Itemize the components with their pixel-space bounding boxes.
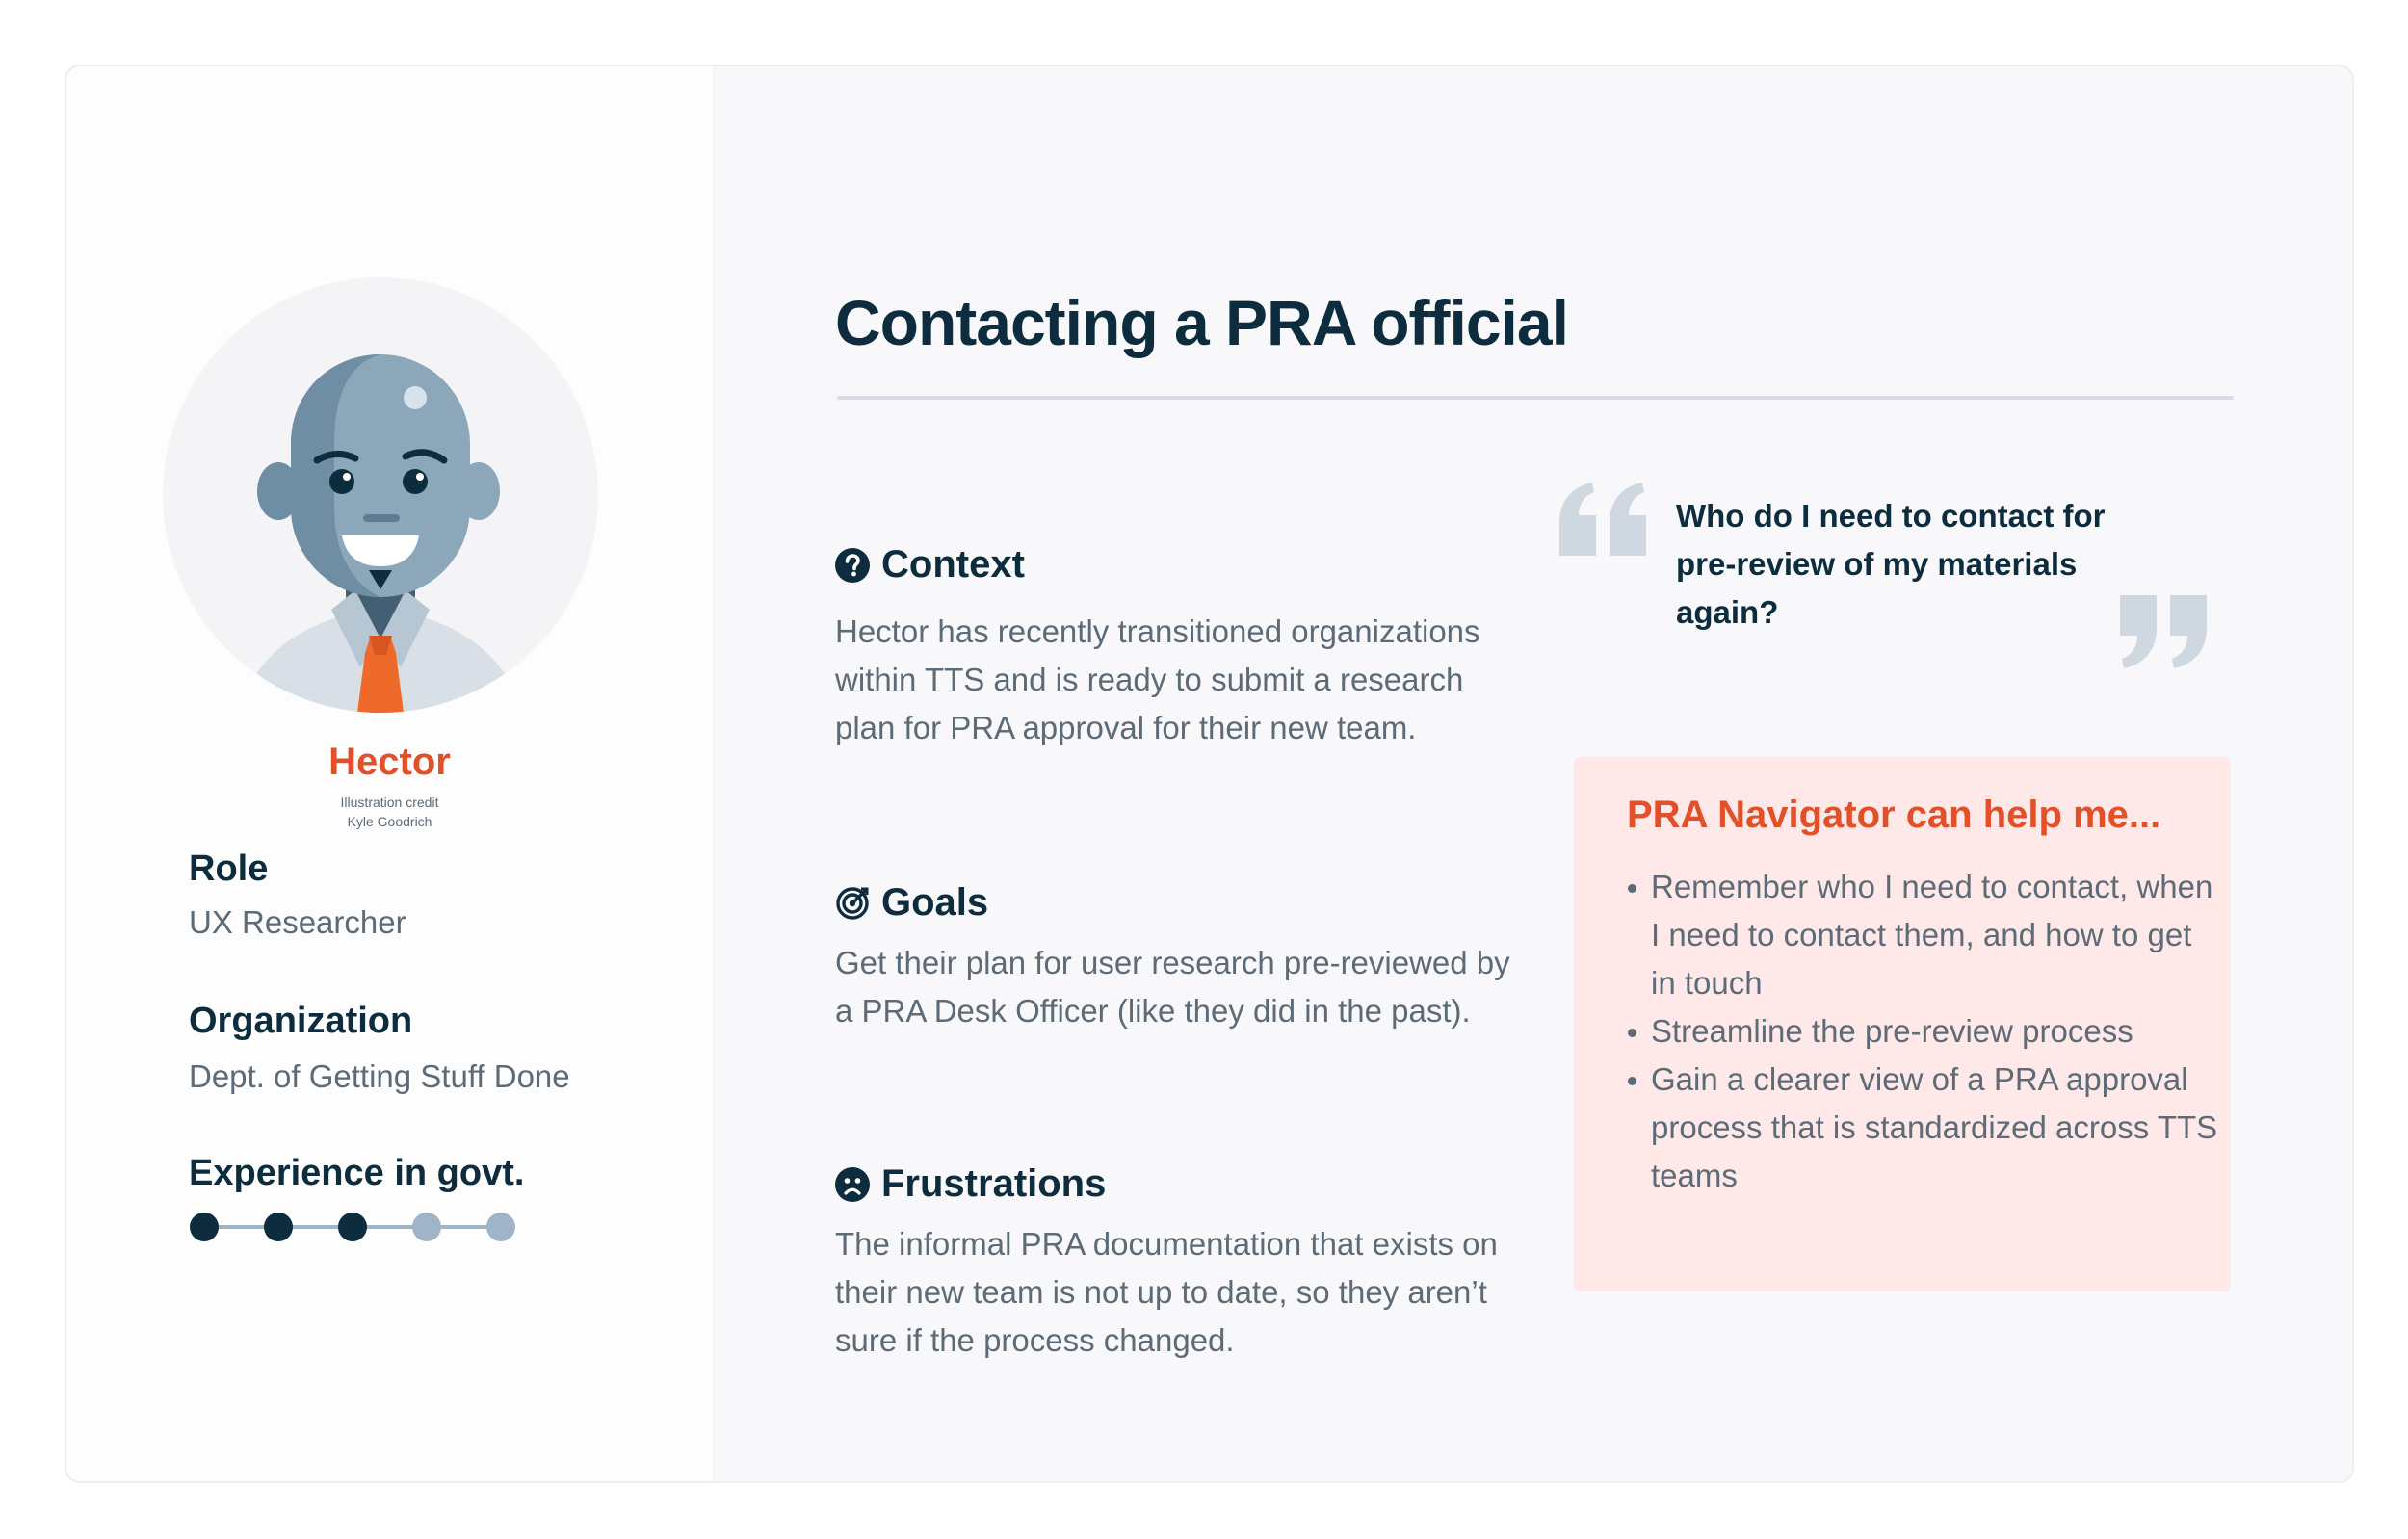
persona-sidebar: [66, 66, 714, 1481]
frown-face-icon: [835, 1167, 870, 1202]
context-heading: [835, 543, 1025, 587]
experience-dot-empty: [486, 1213, 515, 1241]
help-item: Remember who I need to contact, when I need to contact them, and how to get in touch: [1651, 863, 2219, 1007]
context-body: Hector has recently transitioned organizations within TTS and is ready to submit a research plan for PRA approval for their new team.: [835, 613, 1480, 745]
frustrations-heading: [835, 1162, 1106, 1206]
title-divider: [837, 396, 2234, 400]
target-icon: [835, 886, 870, 921]
illustration-credit-author: Kyle Goodrich: [347, 814, 432, 829]
organization-label: Organization: [189, 1001, 413, 1041]
experience-dot-empty: [412, 1213, 441, 1241]
help-title: PRA Navigator can help me...: [1627, 794, 2161, 836]
page-title: Contacting a PRA official: [835, 287, 1568, 358]
organization-value: Dept. of Getting Stuff Done: [189, 1058, 570, 1094]
role-value: UX Researcher: [189, 904, 406, 940]
role-label: Role: [189, 848, 269, 889]
experience-dot-filled: [264, 1213, 293, 1241]
question-circle-icon: [835, 548, 870, 583]
help-callout: [1574, 757, 2231, 1291]
help-item: Gain a clearer view of a PRA approval process that is standardized across TTS teams: [1651, 1056, 2219, 1200]
persona-name: Hector: [328, 741, 451, 783]
experience-dot-filled: [338, 1213, 367, 1241]
experience-rating: [189, 1208, 526, 1246]
scenario-panel: [713, 66, 2352, 1481]
experience-label: Experience in govt.: [189, 1153, 525, 1193]
goals-heading: [835, 881, 988, 925]
close-quote-icon: [2116, 591, 2212, 670]
avatar: [163, 277, 598, 713]
goals-heading-text: Goals: [881, 881, 989, 924]
context-heading-text: Context: [881, 543, 1025, 586]
open-quote-icon: [1556, 481, 1652, 560]
frustrations-body: The informal PRA documentation that exists on their new team is not up to date, so they aren’t sure if the process changed.: [835, 1226, 1498, 1358]
illustration-credit-label: Illustration credit: [340, 795, 439, 810]
goals-body: Get their plan for user research pre-reviewed by a PRA Desk Officer (like they did in the past).: [835, 945, 1510, 1029]
persona-illustration: [163, 277, 598, 713]
persona-quote: Who do I need to contact for pre-review of my materials again?: [1676, 498, 2106, 630]
experience-dot-filled: [190, 1213, 219, 1241]
persona-card: [65, 65, 2354, 1483]
frustrations-heading-text: Frustrations: [881, 1162, 1107, 1205]
help-list: [1651, 863, 2219, 1200]
help-item: Streamline the pre-review process: [1651, 1007, 2219, 1056]
